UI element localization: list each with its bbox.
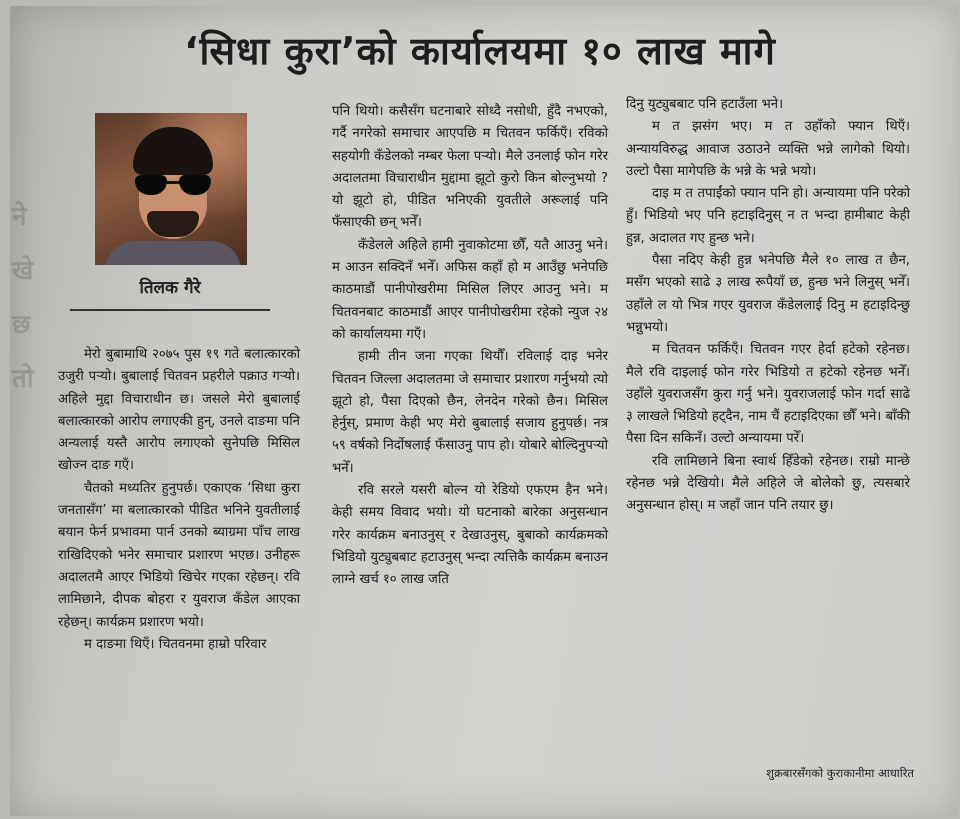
paragraph: चैतको मध्यतिर हुनुपर्छ। एकाएक ‘सिधा कुरा जनतासँग’ मा बलात्कारको पीडित भनिने युवतीलाई बयान फेर्न प्रभावमा पार्न उनको ब्याग्रमा पाँच लाख राखिदिएको भनेर समाचार प्रशारण भएछ। उनीहरू अदालतमै आएर भिडियो खिचेर गएका रहेछन्। रवि लामिछाने, दीपक बोहरा र युवराज कँडेल आएका रहेछन्। कार्यक्रम प्रशारण भयो। <box>58 480 300 630</box>
paragraph: मेरो बुबामाथि २०७५ पुस १९ गते बलात्कारको उजुरी पर्‍यो। बुबालाई चितवन प्रहरीले पक्राउ गर्‍यो। अहिले मुद्दा विचाराधीन छ। जसले मेरो बुबालाई बलात्कारको आरोप लगाएकी हुन्, उनले दाङमा पनि अन्यलाई यस्तै आरोप लगाएको सुनेपछि मिसिल खोज्न दाङ गएँ। <box>58 347 300 474</box>
paragraph: म चितवन फर्किएँ। चितवन गएर हेर्दा हटेको रहेनछ। मैले रवि दाइलाई फोन गरेर भिडियो त हटेको रहेनछ भनेँ। उहाँले युवराजसँग कुरा गर्नु भने। युवराजलाई फोन गर्दा साढे ३ लाखले भिडियो हट्दैन, नाम चैं हटाइदिएका छौँ भने। बाँकी पैसा दिन सकिनँ। उल्टो अन्यायमा परेँ। <box>626 342 910 447</box>
paragraph: कँडेलले अहिले हामी नुवाकोटमा छौँ, यतै आउनु भने। म आउन सक्दिनँ भनेँ। अफिस कहाँ हो म आउँछु भनेपछि काठमाडौं पानीपोखरीमा मिसिल लिएर आउनु भने। म चितवनबाट काठमाडौं आएर पानीपोखरीमा रहेको न्युज २४ को कार्यालयमा गएँ। <box>332 237 608 342</box>
article-column-1 <box>58 344 300 656</box>
paragraph: पनि थियो। कसैसँग घटनाबारे सोध्दै नसोधी, हुँदै नभएको, गर्दै नगरेको समाचार आएपछि म चितवन फर्किएँ। रविको सहयोगी कँडेलको नम्बर फेला पर्‍यो। मैले उनलाई फोन गरेर अदालतमा विचाराधीन मुद्दामा झूटो कुरो किन बोल्नुभयो ? यो झूटो हो, पीडित भनिएकी युवतीले अरूलाई पनि फँसाएकी छन् भनेँ। <box>332 104 608 231</box>
author-divider <box>70 309 270 311</box>
author-name: तिलक गैरे <box>139 278 201 298</box>
paragraph: रवि लामिछाने बिना स्वार्थ हिँडेको रहेनछ। राम्रो मान्छे रहेनछ भन्ने देखियो। मैले अहिले जे बोलेको छु, त्यसबारे अनुसन्धान होस्। म जहाँ जान पनि तयार छु। <box>626 453 910 514</box>
headline: ‘सिधा कुरा’को कार्यालयमा १० लाख मागे <box>184 29 776 73</box>
bleed-through-marks: ने खे छ तो <box>12 202 34 394</box>
article-column-2 <box>332 101 608 592</box>
source-credit: शुक्रबारसँगको कुराकानीमा आधारित <box>766 766 914 780</box>
paragraph: हामी तीन जना गएका थियौँ। रविलाई दाइ भनेर चितवन जिल्ला अदालतमा जे समाचार प्रशारण गर्नुभयो त्यो झूटो हो, पैसा दिएको छैन, लेनदेन गरेको छैन। मिसिल हेर्नुस्, प्रमाण केही भए मेरो बुबालाई सजाय हुनुपर्छ। नत्र ५९ वर्षको निर्दोषलाई फँसाउनु पाप हो। योबारे बोल्दिनुपर्‍यो भनेँ। <box>332 349 608 476</box>
paragraph: पैसा नदिए केही हुन्न भनेपछि मैले १० लाख त छैन, मसँग भएको साढे ३ लाख रूपैयाँ छ, हुन्छ भने लिनुस् भनेँ। उहाँले ल यो भित्र गएर युवराज कँडेललाई दिनु म हटाइदिन्छु भन्नुभयो। <box>626 253 910 335</box>
paragraph: म दाङमा थिएँ। चितवनमा हाम्रो परिवार <box>84 636 267 652</box>
paragraph: दाइ म त तपाईंको फ्यान पनि हो। अन्यायमा पनि परेको हुँ। भिडियो भए पनि हटाइदिनुस् न त भन्दा हामीबाट केही हुन्न, अदालत गए हुन्छ भने। <box>626 186 910 246</box>
sunglasses-icon <box>135 175 211 197</box>
paragraph: दिनु युट्युबबाट पनि हटाउँला भने। <box>626 97 784 112</box>
author-photo <box>95 113 247 265</box>
paragraph: रवि सरले यसरी बोल्न यो रेडियो एफएम हैन भने। केही समय विवाद भयो। यो घटनाको बारेका अनुसन्धान गरेर कार्यक्रम बनाउनुस् र देखाउनुस्, बुबाको कार्यक्रमको भिडियो युट्युबबाट हटाउनुस् भन्दा त्यत्तिकै कार्यक्रम बनाउन लाग्ने खर्च १० लाख जति <box>332 483 608 588</box>
article-column-3 <box>626 94 910 518</box>
paragraph: म त झसंग भए। म त उहाँको फ्यान थिएँ। अन्यायविरुद्ध आवाज उठाउने व्यक्ति भन्ने लागेको थियो। उल्टो पैसा मागेपछि के भन्ने के भन्ने भयो। <box>626 119 910 179</box>
